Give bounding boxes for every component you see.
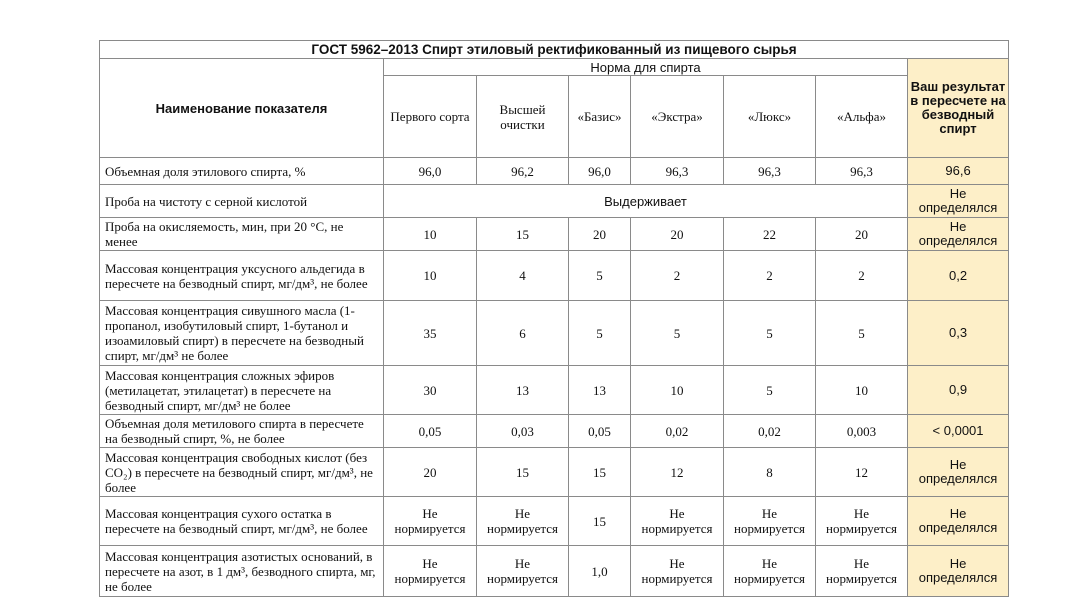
table-cell: 5 <box>631 301 724 366</box>
your-result-cell: Не определялся <box>908 546 1009 597</box>
table-cell: 12 <box>816 448 908 497</box>
column-header: Первого сорта <box>384 76 477 158</box>
indicator-name-header: Наименование показателя <box>100 59 384 158</box>
table-cell: 13 <box>477 366 569 415</box>
table-cell: 96,3 <box>631 158 724 185</box>
table-cell: 0,03 <box>477 415 569 448</box>
table-row <box>100 301 1009 366</box>
row-label: Объемная доля метилового спирта в пересчете на безводный спирт, %, не более <box>100 415 384 448</box>
table-cell: Не нормируется <box>724 546 816 597</box>
table-row <box>100 218 1009 251</box>
table-row <box>100 497 1009 546</box>
row-label: Массовая концентрация свободных кислот (без CO₂) в пересчете на безводный спирт, мг/дм³, не более <box>100 448 384 497</box>
column-header: «Люкс» <box>724 76 816 158</box>
table-cell: 8 <box>724 448 816 497</box>
table-cell: 5 <box>569 251 631 301</box>
table-cell: 20 <box>816 218 908 251</box>
your-result-cell: 96,6 <box>908 158 1009 185</box>
table-cell: 30 <box>384 366 477 415</box>
table-cell: Не нормируется <box>816 497 908 546</box>
table-cell: 0,02 <box>724 415 816 448</box>
table-cell: Не нормируется <box>384 546 477 597</box>
spanning-norm-cell: Выдерживает <box>384 185 908 218</box>
table-row <box>100 366 1009 415</box>
your-result-cell: Не определялся <box>908 448 1009 497</box>
column-header: «Экстра» <box>631 76 724 158</box>
table-cell: 96,2 <box>477 158 569 185</box>
table-cell: 15 <box>477 218 569 251</box>
table-cell: 10 <box>384 251 477 301</box>
your-result-cell: Не определялся <box>908 218 1009 251</box>
row-label: Объемная доля этилового спирта, % <box>100 158 384 185</box>
table-cell: 35 <box>384 301 477 366</box>
table-row <box>100 546 1009 597</box>
table-cell: Не нормируется <box>477 497 569 546</box>
table-cell: 20 <box>631 218 724 251</box>
table-cell: 15 <box>569 497 631 546</box>
table-cell: 22 <box>724 218 816 251</box>
row-label: Массовая концентрация сложных эфиров (метилацетат, этилацетат) в пересчете на безводный спирт, мг/дм³ не более <box>100 366 384 415</box>
your-result-cell: 0,3 <box>908 301 1009 366</box>
column-header: «Альфа» <box>816 76 908 158</box>
table-cell: 4 <box>477 251 569 301</box>
table-cell: 10 <box>631 366 724 415</box>
gost-table <box>99 40 1009 597</box>
table-cell: Не нормируется <box>816 546 908 597</box>
row-label: Массовая концентрация сухого остатка в пересчете на безводный спирт, мг/дм³, не более <box>100 497 384 546</box>
table-cell: 2 <box>724 251 816 301</box>
row-label: Массовая концентрация азотистых оснований, в пересчете на азот, в 1 дм³, безводного спирта, мг, не более <box>100 546 384 597</box>
table-row <box>100 415 1009 448</box>
your-result-cell: 0,2 <box>908 251 1009 301</box>
column-header: Высшей очистки <box>477 76 569 158</box>
table-cell: 96,0 <box>384 158 477 185</box>
table-cell: Не нормируется <box>724 497 816 546</box>
row-label: Массовая концентрация уксусного альдегида в пересчете на безводный спирт, мг/дм³, не более <box>100 251 384 301</box>
table-cell: 5 <box>816 301 908 366</box>
table-row <box>100 185 1009 218</box>
row-label: Проба на чистоту с серной кислотой <box>100 185 384 218</box>
table-row <box>100 251 1009 301</box>
your-result-header: Ваш результат в пересчете на безводный спирт <box>908 59 1009 158</box>
table-cell: Не нормируется <box>384 497 477 546</box>
your-result-cell: Не определялся <box>908 185 1009 218</box>
table-cell: 12 <box>631 448 724 497</box>
your-result-cell: < 0,0001 <box>908 415 1009 448</box>
table-cell: 15 <box>569 448 631 497</box>
your-result-cell: Не определялся <box>908 497 1009 546</box>
table-cell: 10 <box>816 366 908 415</box>
table-cell: 5 <box>569 301 631 366</box>
table-cell: 2 <box>816 251 908 301</box>
table-cell: 96,3 <box>816 158 908 185</box>
table-cell: 10 <box>384 218 477 251</box>
table-cell: 96,0 <box>569 158 631 185</box>
table-cell: Не нормируется <box>631 546 724 597</box>
table-cell: Не нормируется <box>477 546 569 597</box>
table-row <box>100 448 1009 497</box>
table-cell: 5 <box>724 301 816 366</box>
table-cell: 96,3 <box>724 158 816 185</box>
gost-table-sheet <box>99 40 1008 597</box>
your-result-cell: 0,9 <box>908 366 1009 415</box>
norma-header: Норма для спирта <box>384 59 908 76</box>
table-row <box>100 158 1009 185</box>
table-cell: 0,003 <box>816 415 908 448</box>
table-title: ГОСТ 5962–2013 Спирт этиловый ректификованный из пищевого сырья <box>100 41 1009 59</box>
table-cell: 13 <box>569 366 631 415</box>
row-label: Массовая концентрация сивушного масла (1-пропанол, изобутиловый спирт, 1-бутанол и изоамиловый спирт) в пересчете на безводный спирт, мг/дм³ не более <box>100 301 384 366</box>
table-cell: 0,02 <box>631 415 724 448</box>
table-cell: 2 <box>631 251 724 301</box>
table-cell: 1,0 <box>569 546 631 597</box>
row-label: Проба на окисляемость, мин, при 20 °С, не менее <box>100 218 384 251</box>
table-cell: 0,05 <box>569 415 631 448</box>
table-cell: 6 <box>477 301 569 366</box>
table-cell: 5 <box>724 366 816 415</box>
table-cell: 20 <box>384 448 477 497</box>
table-cell: 15 <box>477 448 569 497</box>
table-cell: Не нормируется <box>631 497 724 546</box>
column-header: «Базис» <box>569 76 631 158</box>
table-cell: 0,05 <box>384 415 477 448</box>
table-cell: 20 <box>569 218 631 251</box>
